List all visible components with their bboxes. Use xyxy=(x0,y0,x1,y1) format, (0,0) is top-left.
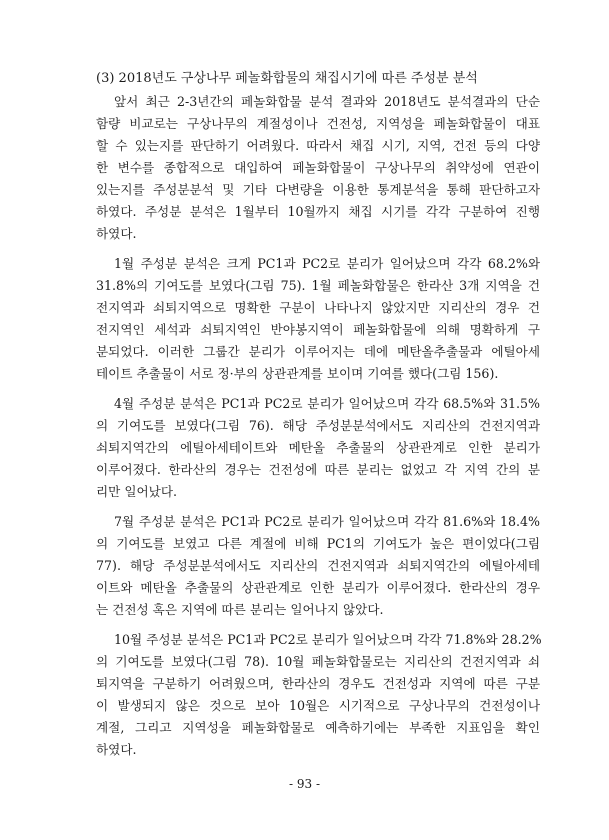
paragraph-line: 10월 주성분 분석은 PC1과 PC2로 분리가 일어났으며 각각 71.8%와 28.2% xyxy=(114,632,542,647)
paragraph-october xyxy=(96,629,540,761)
paragraph-line: 앞서 최근 2-3년간의 페놀화합물 분석 결과와 2018년도 분석결과의 단순 xyxy=(114,94,540,109)
paragraph-line: 전지역과 쇠퇴지역으로 명확한 구분이 나타나지 않았지만 지리산의 경우 건 xyxy=(96,300,540,315)
paragraph-intro xyxy=(96,91,540,245)
paragraph-line: 계절, 그리고 지역성을 페놀화합물로 예측하기에는 부족한 지표임을 확인 xyxy=(96,720,540,735)
paragraph-line: 함량 비교로는 구상나무의 계절성이나 건전성, 지역성을 페놀화합물이 대표 xyxy=(96,116,540,131)
paragraph-line: 전지역인 세석과 쇠퇴지역인 반야봉지역이 페놀화합물에 의해 명확하게 구 xyxy=(96,322,540,337)
paragraph-line: 분되었다. 이러한 그룹간 분리가 이루어지는 데에 메탄올추출물과 에틸아세 xyxy=(96,344,540,359)
paragraph-line: 77). 해당 주성분분석에서도 지리산의 건전지역과 쇠퇴지역간의 에틸아세테 xyxy=(96,558,540,573)
paragraph-line: 31.8%의 기여도를 보였다(그림 75). 1월 페놀화합물은 한라산 3개 지역을 건 xyxy=(96,278,540,293)
paragraph-line: 4월 주성분 분석은 PC1과 PC2로 분리가 일어났으며 각각 68.5%와 31.5% xyxy=(114,396,540,411)
paragraph-line: 있는지를 주성분분석 및 기타 다변량을 이용한 통계분석을 통해 판단하고자 xyxy=(96,182,540,197)
paragraph-line: 하였다. xyxy=(96,226,137,241)
paragraph-line: 리만 일어났다. xyxy=(96,484,177,499)
paragraph-line: 쇠퇴지역간의 에틸아세테이트와 메탄올 추출물의 상관관계로 인한 분리가 xyxy=(96,440,540,455)
paragraph-line: 의 기여도를 보였다(그림 78). 10월 페놀화합물로는 지리산의 건전지역과 쇠 xyxy=(96,654,540,669)
section-heading: (3) 2018년도 구상나무 페놀화합물의 채집시기에 따른 주성분 분석 xyxy=(96,71,478,86)
paragraph-line: 의 기여도를 보였고 다른 계절에 비해 PC1의 기여도가 높은 편이었다(그림 xyxy=(96,536,540,551)
page-content xyxy=(96,68,540,769)
paragraph-line: 1월 주성분 분석은 크게 PC1과 PC2로 분리가 일어났으며 각각 68.2%와 xyxy=(114,256,540,271)
paragraph-line: 테이트 추출물이 서로 정·부의 상관관계를 보이며 기여를 했다(그림 156). xyxy=(96,366,499,381)
paragraph-line: 는 건전성 혹은 지역에 따른 분리는 일어나지 않았다. xyxy=(96,602,384,617)
paragraph-line: 퇴지역을 구분하기 어려웠으며, 한라산의 경우도 건전성과 지역에 따른 구분 xyxy=(96,676,540,691)
page-number: - 93 - xyxy=(288,777,320,791)
paragraph-line: 하였다. xyxy=(96,742,137,757)
paragraph-july xyxy=(96,511,540,621)
paragraph-line: 7월 주성분 분석은 PC1과 PC2로 분리가 일어났으며 각각 81.6%와 18.4% xyxy=(114,514,540,529)
paragraph-april xyxy=(96,393,540,503)
paragraph-line: 하였다. 주성분 분석은 1월부터 10월까지 채집 시기를 각각 구분하여 진행 xyxy=(96,204,540,219)
paragraph-line: 이트와 메탄올 추출물의 상관관계로 인한 분리가 이루어졌다. 한라산의 경우 xyxy=(96,580,540,595)
paragraph-line: 이루어졌다. 한라산의 경우는 건전성에 따른 분리는 없었고 각 지역 간의 분 xyxy=(96,462,540,477)
paragraph-line: 할 수 있는지를 판단하기 어려웠다. 따라서 채집 시기, 지역, 건전 등의 다양 xyxy=(96,138,540,153)
paragraph-line: 이 발생되지 않은 것으로 보아 10월은 시기적으로 구상나무의 건전성이나 xyxy=(96,698,540,713)
paragraph-line: 의 기여도를 보였다(그림 76). 해당 주성분분석에서도 지리산의 건전지역과 xyxy=(96,418,540,433)
paragraph-line: 한 변수를 종합적으로 대입하여 페놀화합물이 구상나무의 취약성에 연관이 xyxy=(96,160,540,175)
paragraph-january xyxy=(96,253,540,385)
